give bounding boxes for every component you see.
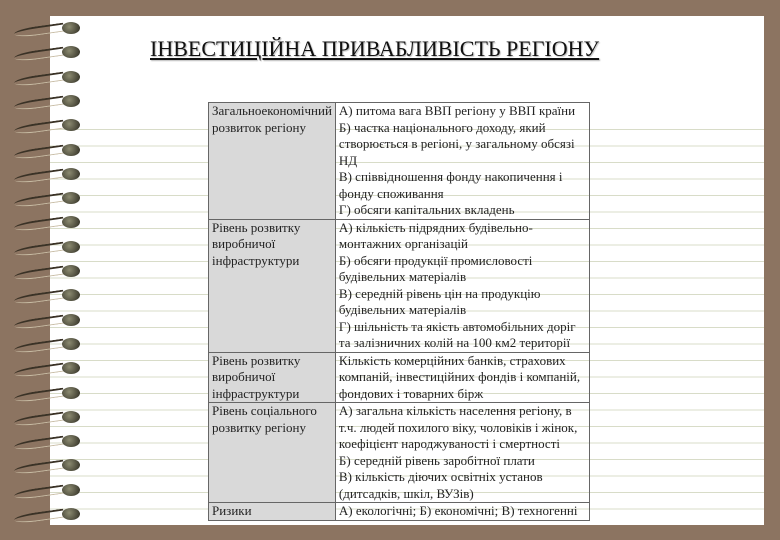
spiral-ring — [14, 484, 84, 498]
spiral-ring — [14, 216, 84, 230]
spiral-ring — [14, 362, 84, 376]
indicators-cell — [335, 219, 589, 352]
spiral-ring — [14, 144, 84, 158]
spiral-ring — [14, 435, 84, 449]
spiral-ring — [14, 22, 84, 36]
indicators-cell — [335, 352, 589, 403]
spiral-ring — [14, 508, 84, 522]
indicator-item: Б) обсяги продукції промисловості будівельних матеріалів — [338, 252, 533, 284]
indicator-item: В) середній рівень цін на продукцію будівельних матеріалів — [338, 285, 541, 317]
indicator-item: В) співвідношення фонду накопичення і фонду споживання — [338, 169, 563, 201]
indicator-item: А) питома вага ВВП регіону у ВВП країни — [338, 103, 576, 118]
indicators-cell — [335, 403, 589, 503]
spiral-ring — [14, 338, 84, 352]
spiral-ring — [14, 459, 84, 473]
indicator-item: Б) середній рівень заробітної плати — [338, 452, 535, 468]
spiral-ring — [14, 168, 84, 182]
spiral-ring — [14, 46, 84, 60]
spiral-ring — [14, 192, 84, 206]
table-row — [209, 352, 590, 403]
indicator-item: Г) шільність та якість автомобільних доріг та залізничних колій на 100 км2 території — [338, 318, 576, 350]
spiral-ring — [14, 411, 84, 425]
indicators-cell — [335, 103, 589, 220]
table-row — [209, 103, 590, 220]
spiral-ring — [14, 241, 84, 255]
table-row — [209, 219, 590, 352]
indicator-item: Б) частка національного доходу, який створюється в регіоні, у загальному обсязі НД — [338, 119, 575, 168]
table-row — [209, 403, 590, 503]
indicator-item: А) кількість підрядних будівельно-монтажних організацій — [338, 219, 533, 251]
spiral-ring — [14, 314, 84, 328]
factor-cell: Рівень розвитку виробничої інфраструктури — [209, 352, 336, 403]
factor-cell: Ризики — [209, 503, 336, 521]
factor-cell: Загальноекономічний розвиток регіону — [209, 103, 336, 220]
spiral-ring — [14, 387, 84, 401]
investment-factors-table — [208, 102, 590, 521]
indicator-item: А) екологічні; Б) економічні; В) техногенні — [338, 503, 578, 518]
factor-cell: Рівень розвитку виробничої інфраструктури — [209, 219, 336, 352]
spiral-ring — [14, 71, 84, 85]
table-row — [209, 503, 590, 521]
indicators-cell — [335, 503, 589, 521]
spiral-ring — [14, 289, 84, 303]
spiral-ring — [14, 95, 84, 109]
spiral-ring — [14, 119, 84, 133]
spiral-ring — [14, 265, 84, 279]
factor-cell: Рівень соціального розвитку регіону — [209, 403, 336, 503]
indicator-item: Кількість комерційних банків, страхових компаній, інвестиційних фондів і компаній, фондових і товарних бірж — [338, 352, 581, 401]
indicator-item: В) кількість діючих освітніх установ (дитсадків, шкіл, ВУЗів) — [338, 469, 543, 501]
indicator-item: Г) обсяги капітальних вкладень — [338, 202, 515, 217]
slide-title: ІНВЕСТИЦІЙНА ПРИВАБЛИВІСТЬ РЕГІОНУ — [150, 36, 600, 61]
indicator-item: А) загальна кількість населення регіону, в т.ч. людей похилого віку, чоловіків і жінок, коефіцієнт народжуваності і смертності — [338, 403, 578, 451]
